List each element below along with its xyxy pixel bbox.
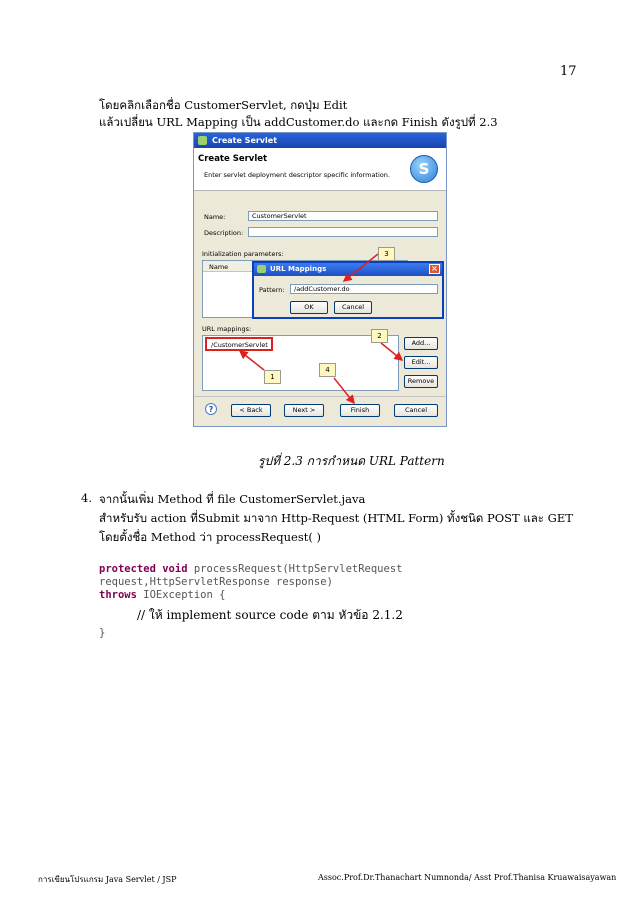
dialog-title: URL Mappings	[270, 265, 327, 273]
callout-2: 2	[371, 329, 388, 343]
init-params-label: Initialization parameters:	[202, 250, 284, 258]
servlet-logo-icon: S	[410, 155, 438, 183]
code-comment: // ให้ implement source code ตาม หัวข้อ 2.1.2	[137, 608, 403, 622]
intro-line-2: แล้วเปลี่ยน URL Mapping เป็น addCustomer.do และกด Finish ดังรูปที่ 2.3	[99, 115, 498, 129]
code-line-1	[99, 563, 402, 575]
name-input[interactable]: CustomerServlet	[248, 211, 438, 221]
arrow-4	[334, 378, 354, 403]
name-column-header: Name	[209, 263, 229, 271]
remove-button[interactable]: Remove	[404, 375, 438, 388]
code-line-3-rest: IOException {	[143, 589, 226, 601]
code-close-brace: }	[99, 627, 106, 639]
name-label: Name:	[204, 213, 226, 221]
cancel-button[interactable]: Cancel	[394, 404, 438, 417]
create-servlet-screenshot	[193, 132, 447, 427]
step-line-1: จากนั้นเพิ่ม Method ที่ file CustomerServlet.java	[99, 492, 366, 506]
header-title: Create Servlet	[198, 154, 268, 164]
edit-button[interactable]: Edit...	[404, 356, 438, 369]
step-line-3: โดยตั้งชื่อ Method ว่า processRequest( )	[99, 530, 321, 544]
code-line-3	[99, 589, 225, 601]
footer-right: Assoc.Prof.Dr.Thanachart Numnonda/ Asst Prof.Thanisa Kruawaisayawan	[318, 873, 617, 882]
page-number: 17	[560, 64, 577, 79]
close-icon[interactable]: ×	[429, 264, 440, 274]
header-subtitle: Enter servlet deployment descriptor specific information.	[204, 171, 390, 179]
keyword-throws: throws	[99, 589, 137, 601]
description-label: Description:	[204, 229, 244, 237]
step-number: 4.	[81, 491, 92, 505]
add-button[interactable]: Add...	[404, 337, 438, 350]
callout-1: 1	[264, 370, 281, 384]
callout-3: 3	[378, 247, 395, 261]
pattern-label: Pattern:	[259, 286, 285, 294]
code-line-2: request,HttpServletResponse response)	[99, 576, 333, 588]
step-line-2: สำหรับรับ action ที่Submit มาจาก Http-Request (HTML Form) ทั้งชนิด POST และ GET	[99, 511, 573, 525]
dialog-ok-button[interactable]: OK	[290, 301, 328, 314]
keyword-protected: protected	[99, 563, 156, 575]
figure-caption: รูปที่ 2.3 การกำหนด URL Pattern	[258, 454, 445, 468]
keyword-void: void	[162, 563, 188, 575]
footer-left: การเขียนโปรแกรม Java Servlet / JSP	[38, 875, 177, 884]
arrow-1	[240, 351, 264, 370]
arrow-3	[344, 254, 378, 281]
code-line-1-rest: processRequest(HttpServletRequest	[193, 563, 403, 575]
intro-line-1: โดยคลิกเลือกชื่อ CustomerServlet, กดปุ่ม Edit	[99, 98, 348, 112]
arrow-2	[381, 343, 402, 360]
url-mappings-label: URL mappings:	[202, 325, 252, 333]
next-button[interactable]: Next >	[284, 404, 324, 417]
url-mapping-item[interactable]: /CustomerServlet	[205, 337, 273, 351]
finish-button[interactable]: Finish	[340, 404, 380, 417]
pattern-input[interactable]: /addCustomer.do	[290, 284, 438, 294]
callout-4: 4	[319, 363, 336, 377]
help-icon[interactable]: ?	[205, 403, 217, 415]
dialog-cancel-button[interactable]: Cancel	[334, 301, 372, 314]
back-button[interactable]: < Back	[231, 404, 271, 417]
annotation-arrows	[194, 133, 446, 426]
window-title: Create Servlet	[212, 136, 278, 145]
